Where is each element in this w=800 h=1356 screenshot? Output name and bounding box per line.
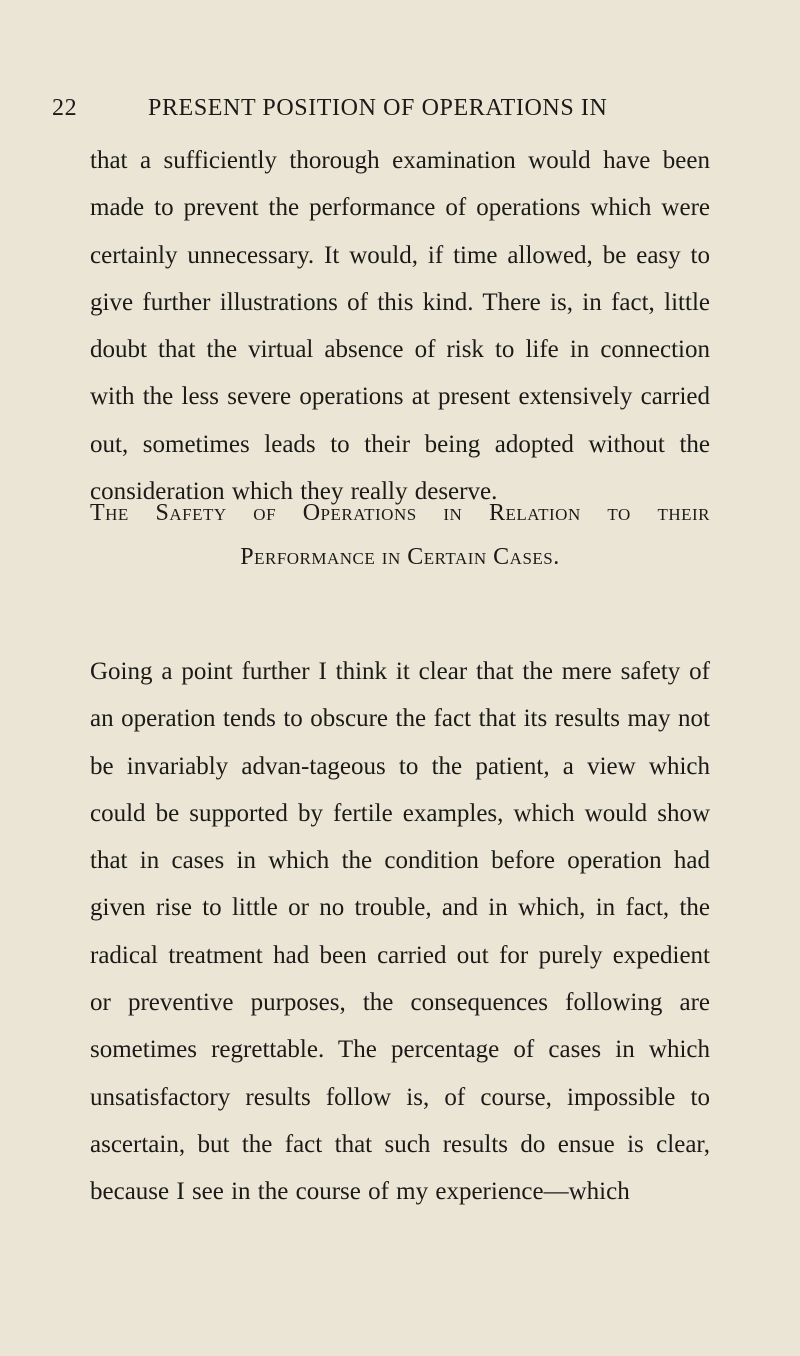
running-title: PRESENT POSITION OF OPERATIONS IN: [148, 95, 608, 121]
section-heading-line-1: The Safety of Operations in Relation to their: [90, 500, 710, 526]
body-paragraph-1: that a sufficiently thorough examination would have been made to prevent the performance of operations which were certainly unnecessary. It would, if time allowed, be easy to give further illustrations of this kind. There is, in fact, little doubt that the virtual absence of risk to life in connection with the less severe operations at present extensively carried out, sometimes leads to their being adopted without the consideration which they really deserve.: [90, 147, 710, 506]
body-paragraph-2: Going a point further I think it clear that the mere safety of an operation tends to obscure the fact that its results may not be invariably advan-tageous to the patient, a view which could be supported by fertile examples, which would show that in cases in which the condition before operation had given rise to little or no trouble, and in which, in fact, the radical treatment had been carried out for purely expedient or preventive purposes, the consequences following are sometimes regrettable. The percentage of cases in which unsatisfactory results follow is, of course, impossible to ascertain, but the fact that such results do ensue is clear, because I see in the course of my experience—which: [90, 658, 710, 1206]
section-heading-line-2: Performance in Certain Cases.: [240, 544, 560, 570]
page-number: 22: [52, 95, 78, 121]
running-head: [52, 88, 752, 128]
